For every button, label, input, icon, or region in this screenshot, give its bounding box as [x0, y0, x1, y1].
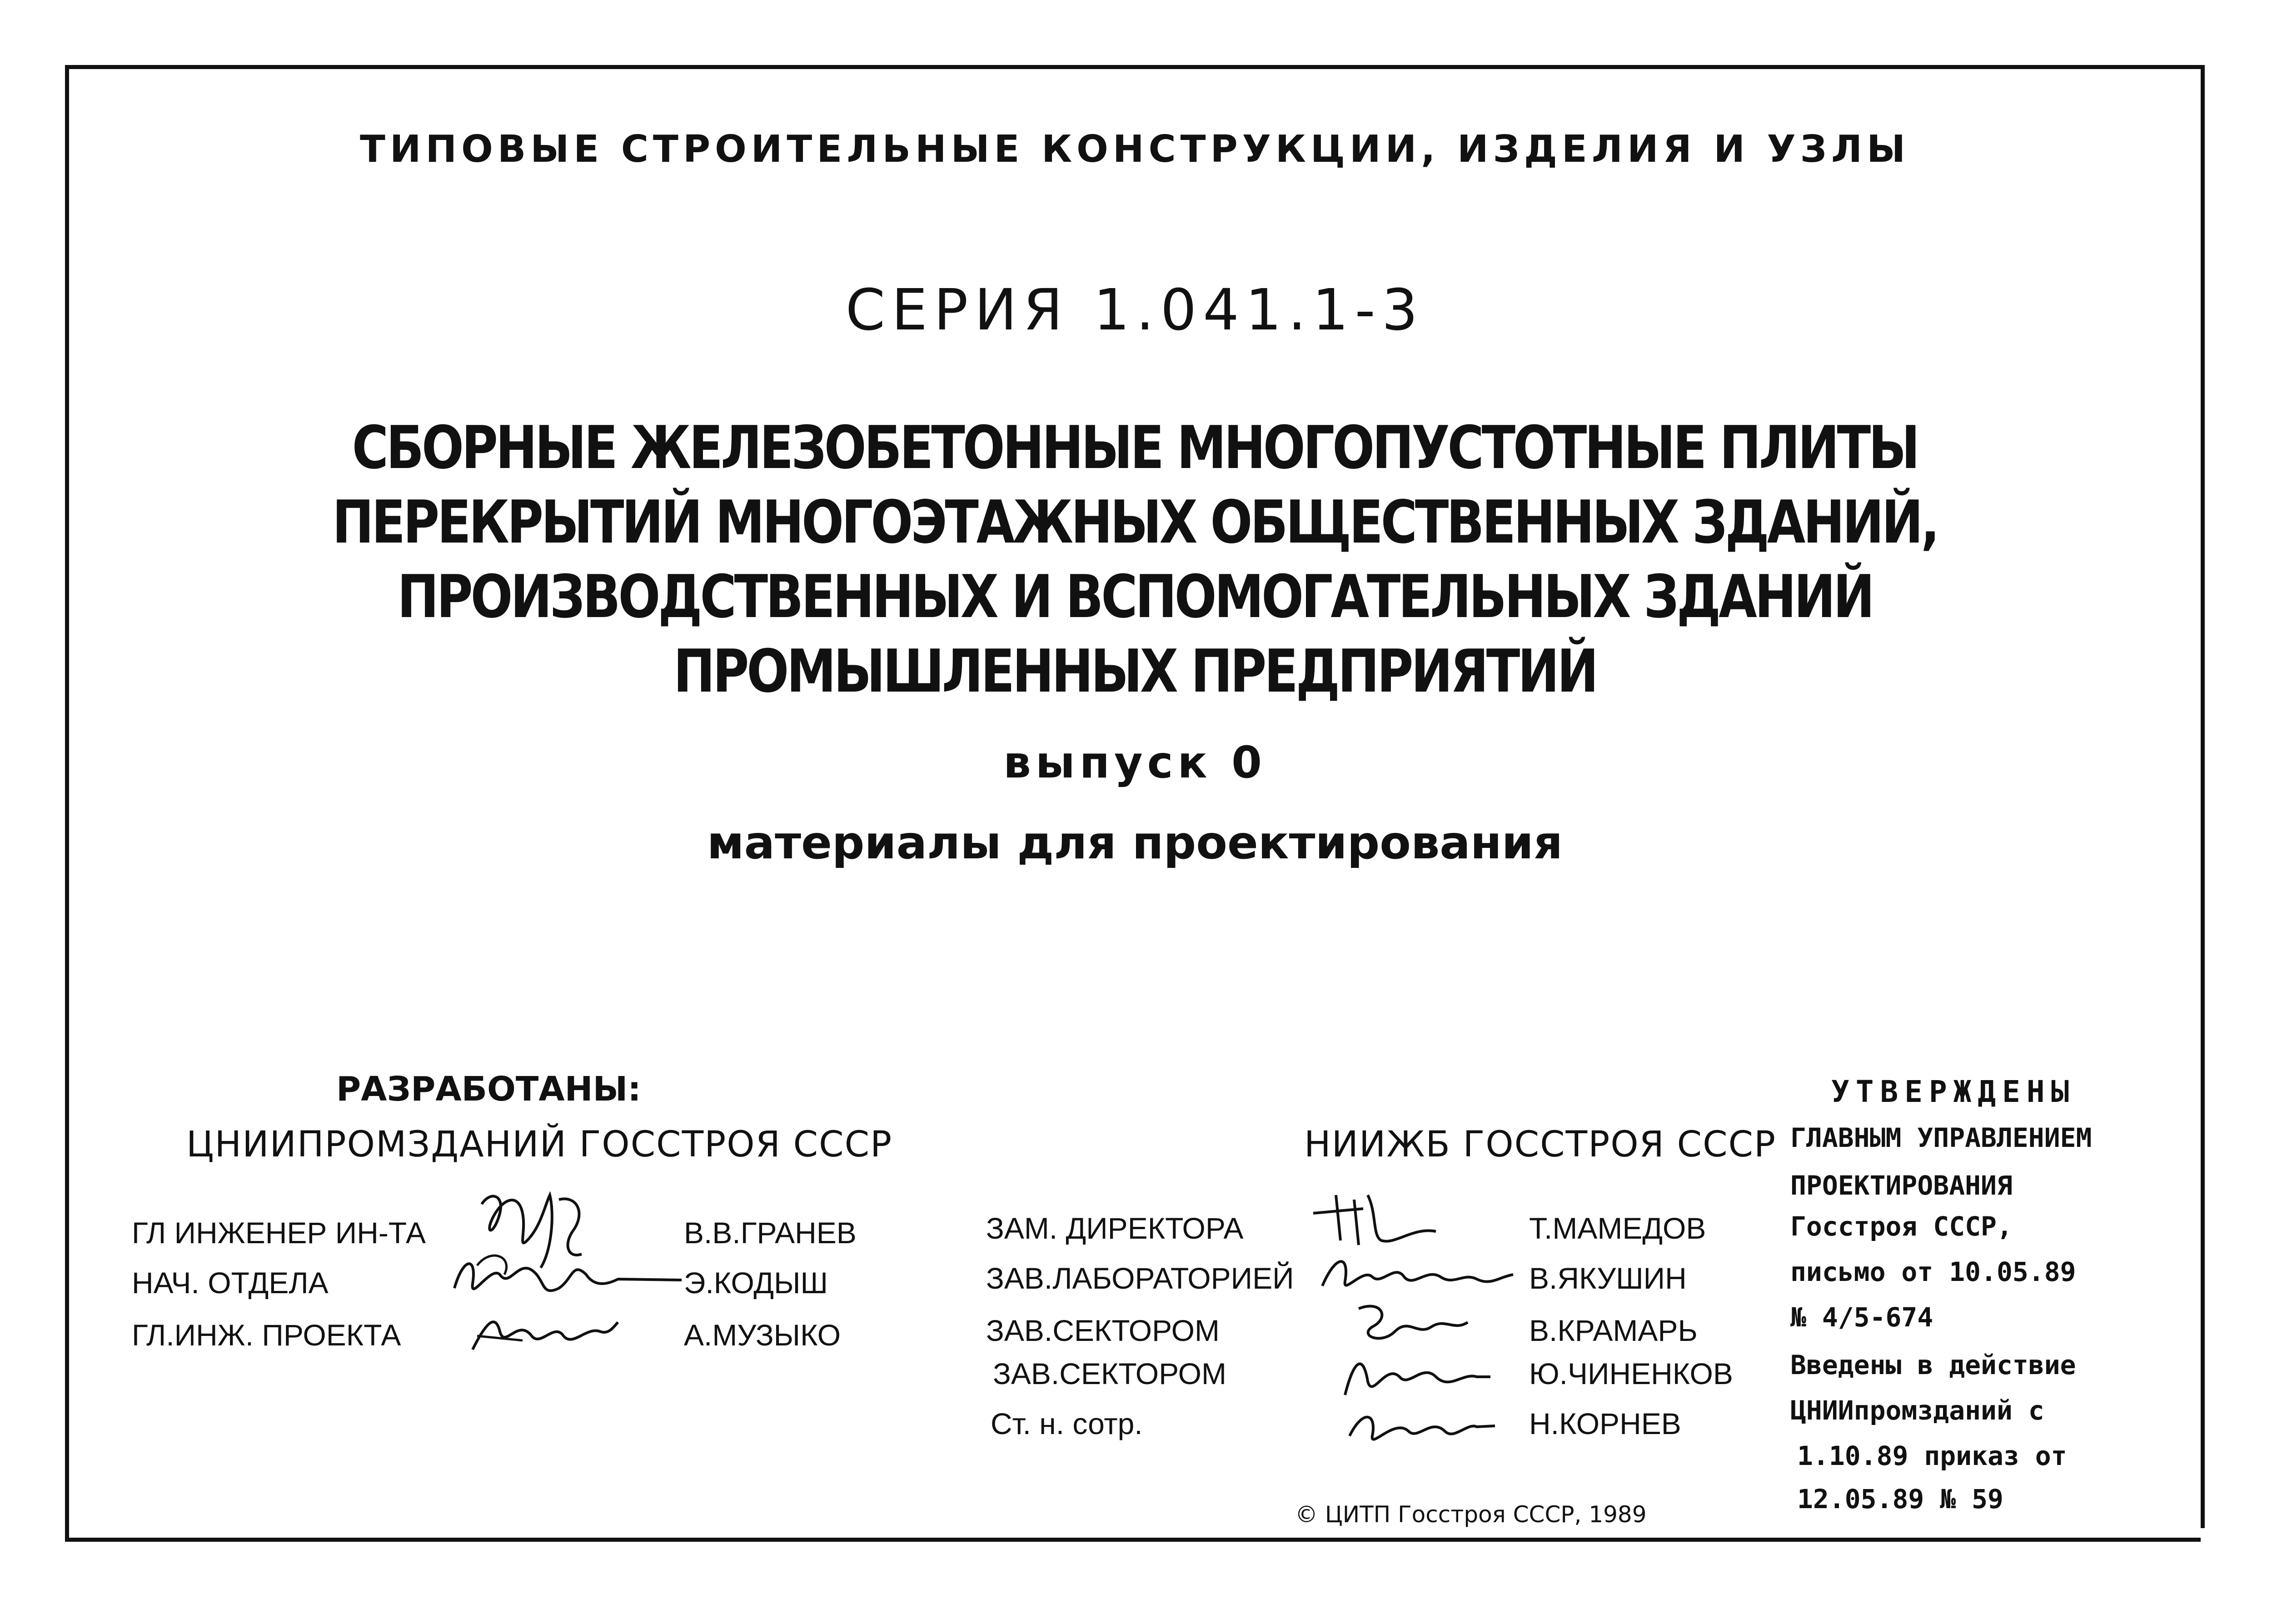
staff-position: ЗАВ.ЛАБОРАТОРИЕЙ	[986, 1261, 1294, 1295]
document-title-line: ПРОМЫШЛЕННЫХ ПРЕДПРИЯТИЙ	[673, 637, 1596, 706]
approval-line: Введены в действие	[1790, 1350, 2076, 1380]
signature-kornev	[1345, 1395, 1500, 1454]
approval-line: 12.05.89 № 59	[1797, 1484, 2003, 1514]
document-title-line: ПРОИЗВОДСТВЕННЫХ И ВСПОМОГАТЕЛЬНЫХ ЗДАНИЙ	[397, 562, 1873, 631]
signature-mamedov	[1309, 1186, 1445, 1254]
staff-name: В.В.ГРАНЕВ	[684, 1216, 857, 1250]
staff-position: ЗАВ.СЕКТОРОМ	[986, 1314, 1220, 1347]
staff-position: ГЛ.ИНЖ. ПРОЕКТА	[132, 1318, 401, 1352]
staff-position: НАЧ. ОТДЕЛА	[132, 1266, 329, 1300]
approval-line: ГЛАВНЫМ УПРАВЛЕНИЕМ	[1790, 1122, 2092, 1153]
developed-heading: РАЗРАБОТАНЫ:	[336, 1070, 641, 1109]
developer-org-left: ЦНИИПРОМЗДАНИЙ ГОССТРОЯ СССР	[186, 1124, 893, 1165]
document-title-line: СБОРНЫЕ ЖЕЛЕЗОБЕТОННЫЕ МНОГОПУСТОТНЫЕ ПЛИТЫ	[352, 413, 1918, 482]
staff-position: ГЛ ИНЖЕНЕР ИН-ТА	[132, 1216, 426, 1250]
frame-border-left	[65, 65, 69, 1542]
approval-heading: УТВЕРЖДЕНЫ	[1831, 1074, 2076, 1109]
document-title-line: ПЕРЕКРЫТИЙ МНОГОЭТАЖНЫХ ОБЩЕСТВЕННЫХ ЗДАНИЙ,	[332, 488, 1938, 557]
frame-border-bottom	[65, 1538, 2201, 1542]
staff-name: Ю.ЧИНЕНКОВ	[1529, 1357, 1733, 1390]
staff-name: А.МУЗЫКО	[684, 1318, 841, 1352]
staff-name: Н.КОРНЕВ	[1529, 1407, 1681, 1440]
signature-kodysh	[450, 1247, 686, 1306]
frame-border-right	[2201, 65, 2205, 1528]
staff-position: Ст. н. сотр.	[991, 1407, 1143, 1440]
approval-line: ПРОЕКТИРОВАНИЯ	[1790, 1170, 2013, 1201]
series-number: СЕРИЯ 1.041.1-3	[845, 277, 1425, 343]
staff-name: Э.КОДЫШ	[684, 1266, 828, 1300]
signature-yakushin	[1318, 1245, 1518, 1300]
signature-muzyko	[468, 1304, 623, 1359]
copyright-notice: © ЦИТП Госстроя СССР, 1989	[1295, 1501, 1647, 1528]
frame-border-top	[65, 65, 2204, 69]
staff-name: В.ЯКУШИН	[1529, 1261, 1687, 1295]
developer-org-right: НИИЖБ ГОССТРОЯ СССР	[1304, 1124, 1777, 1165]
staff-name: В.КРАМАРЬ	[1529, 1314, 1698, 1347]
issue-number: выпуск 0	[1003, 737, 1266, 788]
series-category-heading: ТИПОВЫЕ СТРОИТЕЛЬНЫЕ КОНСТРУКЦИИ, ИЗДЕЛИЯ И УЗЛЫ	[359, 128, 1910, 171]
approval-line: ЦНИИпромзданий с	[1790, 1395, 2044, 1426]
staff-name: Т.МАМЕДОВ	[1529, 1211, 1706, 1245]
staff-position: ЗАМ. ДИРЕКТОРА	[986, 1211, 1244, 1245]
approval-line: 1.10.89 приказ от	[1797, 1440, 2067, 1471]
approval-line: № 4/5-674	[1790, 1302, 1933, 1333]
approval-line: Госстроя СССР,	[1790, 1211, 2013, 1242]
staff-position: ЗАВ.СЕКТОРОМ	[993, 1357, 1226, 1390]
approval-line: письмо от 10.05.89	[1790, 1256, 2076, 1287]
document-subtitle: материалы для проектирования	[707, 816, 1563, 869]
